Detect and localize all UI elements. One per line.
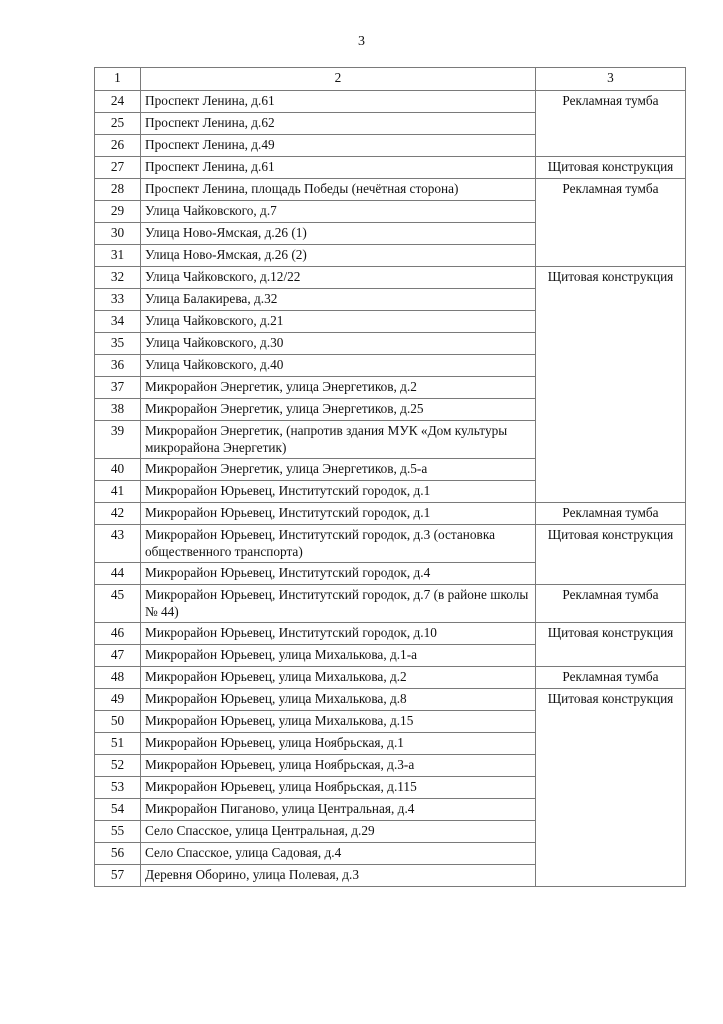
- table-row: [95, 667, 686, 689]
- row-number: 44: [95, 563, 141, 585]
- row-number: 55: [95, 821, 141, 843]
- row-structure-type: Щитовая конструкция: [536, 157, 686, 179]
- row-number: 45: [95, 585, 141, 623]
- row-number: 26: [95, 135, 141, 157]
- row-number: 31: [95, 245, 141, 267]
- row-number: 48: [95, 667, 141, 689]
- row-structure-type: Щитовая конструкция: [536, 525, 686, 585]
- row-number: 37: [95, 377, 141, 399]
- row-number: 36: [95, 355, 141, 377]
- row-number: 47: [95, 645, 141, 667]
- row-address: Микрорайон Энергетик, (напротив здания МУК «Дом культуры микрорайона Энергетик): [141, 421, 536, 459]
- row-number: 43: [95, 525, 141, 563]
- table-row: [95, 157, 686, 179]
- row-number: 53: [95, 777, 141, 799]
- row-structure-type: Рекламная тумба: [536, 585, 686, 623]
- table-row: [95, 525, 686, 563]
- row-number: 38: [95, 399, 141, 421]
- row-number: 33: [95, 289, 141, 311]
- row-address: Проспект Ленина, д.62: [141, 113, 536, 135]
- row-address: Микрорайон Юрьевец, улица Ноябрьская, д.115: [141, 777, 536, 799]
- row-address: Улица Чайковского, д.21: [141, 311, 536, 333]
- row-number: 50: [95, 711, 141, 733]
- table-row: [95, 585, 686, 623]
- row-address: Проспект Ленина, д.49: [141, 135, 536, 157]
- row-address: Улица Чайковского, д.40: [141, 355, 536, 377]
- row-number: 24: [95, 91, 141, 113]
- table-row: [95, 689, 686, 711]
- row-number: 34: [95, 311, 141, 333]
- row-address: Улица Ново-Ямская, д.26 (1): [141, 223, 536, 245]
- row-address: Село Спасское, улица Центральная, д.29: [141, 821, 536, 843]
- row-address: Микрорайон Энергетик, улица Энергетиков, д.2: [141, 377, 536, 399]
- row-number: 28: [95, 179, 141, 201]
- row-address: Микрорайон Юрьевец, улица Ноябрьская, д.3-а: [141, 755, 536, 777]
- row-structure-type: Щитовая конструкция: [536, 689, 686, 887]
- table-row: [95, 623, 686, 645]
- row-address: Улица Чайковского, д.30: [141, 333, 536, 355]
- row-number: 42: [95, 503, 141, 525]
- row-number: 41: [95, 481, 141, 503]
- row-structure-type: Рекламная тумба: [536, 91, 686, 157]
- page-number: 3: [358, 34, 365, 49]
- header-cell-address: 2: [141, 68, 536, 91]
- row-structure-type: Рекламная тумба: [536, 503, 686, 525]
- row-number: 57: [95, 865, 141, 887]
- table-row: [95, 503, 686, 525]
- row-address: Проспект Ленина, площадь Победы (нечётная сторона): [141, 179, 536, 201]
- row-number: 35: [95, 333, 141, 355]
- row-address: Улица Ново-Ямская, д.26 (2): [141, 245, 536, 267]
- header-cell-type: 3: [536, 68, 686, 91]
- row-address: Микрорайон Юрьевец, Институтский городок, д.3 (остановка общественного транспорта): [141, 525, 536, 563]
- row-number: 32: [95, 267, 141, 289]
- row-structure-type: Рекламная тумба: [536, 179, 686, 267]
- row-number: 46: [95, 623, 141, 645]
- row-number: 39: [95, 421, 141, 459]
- row-address: Микрорайон Юрьевец, улица Михалькова, д.15: [141, 711, 536, 733]
- row-address: Микрорайон Юрьевец, Институтский городок, д.1: [141, 481, 536, 503]
- row-number: 27: [95, 157, 141, 179]
- table-body: [95, 68, 686, 887]
- row-address: Проспект Ленина, д.61: [141, 157, 536, 179]
- row-number: 52: [95, 755, 141, 777]
- row-address: Микрорайон Пиганово, улица Центральная, д.4: [141, 799, 536, 821]
- row-number: 49: [95, 689, 141, 711]
- row-address: Микрорайон Юрьевец, Институтский городок, д.1: [141, 503, 536, 525]
- row-address: Микрорайон Юрьевец, улица Михалькова, д.2: [141, 667, 536, 689]
- row-structure-type: Щитовая конструкция: [536, 623, 686, 667]
- row-address: Микрорайон Юрьевец, Институтский городок, д.4: [141, 563, 536, 585]
- row-number: 54: [95, 799, 141, 821]
- table-row: [95, 179, 686, 201]
- row-address: Улица Чайковского, д.12/22: [141, 267, 536, 289]
- table-header-row: [95, 68, 686, 91]
- row-number: 29: [95, 201, 141, 223]
- row-address: Микрорайон Юрьевец, улица Михалькова, д.1-а: [141, 645, 536, 667]
- row-number: 56: [95, 843, 141, 865]
- table-row: [95, 91, 686, 113]
- row-number: 51: [95, 733, 141, 755]
- row-address: Улица Чайковского, д.7: [141, 201, 536, 223]
- advertising-structures-table: [94, 67, 686, 887]
- row-address: Деревня Оборино, улица Полевая, д.3: [141, 865, 536, 887]
- row-number: 25: [95, 113, 141, 135]
- row-address: Микрорайон Юрьевец, Институтский городок, д.7 (в районе школы № 44): [141, 585, 536, 623]
- row-address: Микрорайон Энергетик, улица Энергетиков, д.25: [141, 399, 536, 421]
- row-address: Микрорайон Юрьевец, Институтский городок, д.10: [141, 623, 536, 645]
- header-cell-number: 1: [95, 68, 141, 91]
- table-row: [95, 267, 686, 289]
- row-number: 40: [95, 459, 141, 481]
- row-structure-type: Рекламная тумба: [536, 667, 686, 689]
- row-address: Микрорайон Юрьевец, улица Ноябрьская, д.1: [141, 733, 536, 755]
- row-address: Микрорайон Юрьевец, улица Михалькова, д.8: [141, 689, 536, 711]
- row-address: Микрорайон Энергетик, улица Энергетиков, д.5-а: [141, 459, 536, 481]
- row-address: Село Спасское, улица Садовая, д.4: [141, 843, 536, 865]
- row-address: Проспект Ленина, д.61: [141, 91, 536, 113]
- row-number: 30: [95, 223, 141, 245]
- row-address: Улица Балакирева, д.32: [141, 289, 536, 311]
- row-structure-type: Щитовая конструкция: [536, 267, 686, 503]
